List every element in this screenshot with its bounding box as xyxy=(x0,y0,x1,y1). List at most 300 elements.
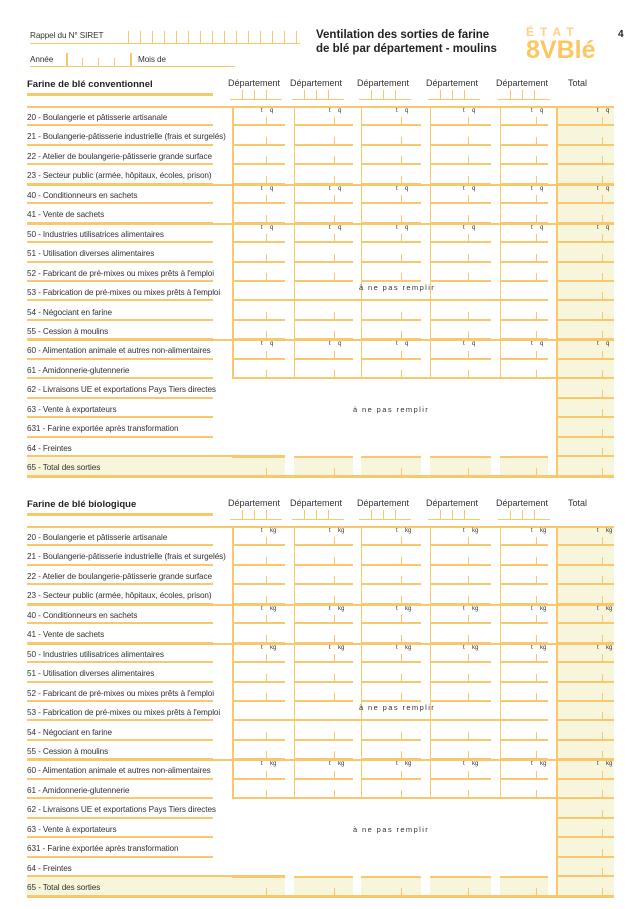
quantity-cell[interactable] xyxy=(361,585,421,604)
quantity-cell[interactable] xyxy=(430,546,491,565)
quantity-cell[interactable] xyxy=(500,624,548,643)
table-row xyxy=(0,702,643,721)
quantity-cell[interactable] xyxy=(361,663,421,682)
siret-digit-divider xyxy=(248,31,249,43)
quantity-cell[interactable] xyxy=(361,126,421,145)
decimal-divider xyxy=(602,771,603,779)
quantity-cell[interactable] xyxy=(361,760,421,779)
quantity-cell[interactable] xyxy=(294,224,353,243)
quantity-cell[interactable] xyxy=(500,683,548,702)
quantity-cell[interactable] xyxy=(361,741,421,760)
total-quantity-cell[interactable] xyxy=(556,379,614,398)
total-quantity-cell[interactable] xyxy=(556,605,614,624)
quantity-cell[interactable] xyxy=(500,722,548,741)
row-label: 20 - Boulangerie et pâtisserie artisanale xyxy=(27,113,168,122)
decimal-divider xyxy=(334,674,335,682)
department-header: Département xyxy=(228,498,281,508)
quantity-cell[interactable] xyxy=(294,566,353,585)
quantity-cell[interactable] xyxy=(294,204,353,223)
quantity-cell[interactable] xyxy=(294,683,353,702)
quantity-cell[interactable] xyxy=(361,321,421,340)
total-quantity-cell[interactable] xyxy=(556,146,614,165)
department-digit-divider xyxy=(328,90,329,99)
quantity-cell[interactable] xyxy=(361,302,421,321)
unit-small: kg xyxy=(472,761,479,768)
quantity-cell[interactable] xyxy=(232,165,285,184)
column-border xyxy=(361,107,362,379)
unit-small: kg xyxy=(270,761,277,768)
quantity-cell[interactable] xyxy=(500,146,548,165)
total-quantity-cell[interactable] xyxy=(556,838,614,857)
quantity-cell[interactable] xyxy=(500,185,548,204)
decimal-divider xyxy=(266,732,267,740)
unit-tonnes: t xyxy=(597,761,599,768)
decimal-divider xyxy=(536,654,537,662)
section-title: Farine de blé conventionnel xyxy=(27,79,153,90)
quantity-cell[interactable] xyxy=(500,585,548,604)
siret-input[interactable] xyxy=(128,29,298,43)
unit-tonnes: t xyxy=(329,341,331,348)
quantity-cell[interactable] xyxy=(500,165,548,184)
total-quantity-cell[interactable] xyxy=(556,340,614,359)
total-quantity-cell[interactable] xyxy=(556,663,614,682)
unit-small: kg xyxy=(405,644,412,651)
quantity-cell[interactable] xyxy=(294,185,353,204)
unit-tonnes: t xyxy=(597,605,599,612)
quantity-cell[interactable] xyxy=(294,546,353,565)
quantity-cell[interactable] xyxy=(294,585,353,604)
department-digit-divider xyxy=(395,90,396,99)
quantity-cell[interactable] xyxy=(430,585,491,604)
unit-small: q xyxy=(338,185,342,192)
unit-tonnes: t xyxy=(396,644,398,651)
unit-tonnes: t xyxy=(261,224,263,231)
quantity-cell[interactable] xyxy=(361,263,421,282)
total-quantity-cell[interactable] xyxy=(556,126,614,145)
department-digit-divider xyxy=(254,90,255,99)
total-quantity-cell[interactable] xyxy=(556,799,614,818)
department-digit-divider xyxy=(440,510,441,519)
total-quantity-cell[interactable] xyxy=(556,546,614,565)
decimal-divider xyxy=(334,195,335,203)
quantity-cell[interactable] xyxy=(232,624,285,643)
table-row xyxy=(0,624,643,643)
decimal-divider xyxy=(536,596,537,604)
decimal-divider xyxy=(536,234,537,242)
decimal-divider xyxy=(602,829,603,837)
unit-tonnes: t xyxy=(463,341,465,348)
quantity-cell[interactable] xyxy=(294,624,353,643)
total-quantity-cell[interactable] xyxy=(556,877,614,896)
quantity-cell[interactable] xyxy=(232,741,285,760)
quantity-cell[interactable] xyxy=(500,340,548,359)
quantity-cell[interactable] xyxy=(500,566,548,585)
quantity-cell[interactable] xyxy=(232,263,285,282)
quantity-cell[interactable] xyxy=(294,741,353,760)
decimal-divider xyxy=(401,195,402,203)
quantity-cell[interactable] xyxy=(232,644,285,663)
quantity-cell[interactable] xyxy=(232,585,285,604)
total-quantity-cell[interactable] xyxy=(556,399,614,418)
quantity-cell[interactable] xyxy=(232,107,285,126)
department-code-input[interactable] xyxy=(498,90,550,100)
quantity-cell[interactable] xyxy=(430,321,491,340)
group-rule xyxy=(27,339,614,341)
quantity-cell[interactable] xyxy=(430,624,491,643)
unit-small: q xyxy=(540,108,544,114)
quantity-cell[interactable] xyxy=(361,204,421,223)
quantity-cell[interactable] xyxy=(430,760,491,779)
unit-tonnes: t xyxy=(396,341,398,348)
decimal-divider xyxy=(334,273,335,281)
quantity-cell[interactable] xyxy=(430,263,491,282)
row-label: 20 - Boulangerie et pâtisserie artisanale xyxy=(27,533,168,542)
quantity-cell[interactable] xyxy=(361,185,421,204)
unit-small: kg xyxy=(540,528,547,534)
quantity-cell[interactable] xyxy=(500,302,548,321)
total-quantity-cell[interactable] xyxy=(556,185,614,204)
total-quantity-cell[interactable] xyxy=(556,457,614,476)
quantity-cell[interactable] xyxy=(430,204,491,223)
department-header: Département xyxy=(426,498,479,508)
quantity-cell[interactable] xyxy=(232,302,285,321)
quantity-cell[interactable] xyxy=(232,722,285,741)
department-code-input[interactable] xyxy=(230,90,282,100)
decimal-divider xyxy=(401,576,402,584)
quantity-cell[interactable] xyxy=(232,527,285,546)
quantity-cell[interactable] xyxy=(361,644,421,663)
quantity-cell[interactable] xyxy=(294,663,353,682)
quantity-cell[interactable] xyxy=(232,204,285,223)
total-quantity-cell[interactable] xyxy=(556,819,614,838)
quantity-cell[interactable] xyxy=(232,321,285,340)
decimal-divider xyxy=(602,635,603,643)
quantity-cell[interactable] xyxy=(294,321,353,340)
quantity-cell[interactable] xyxy=(500,107,548,126)
siret-digit-divider xyxy=(296,31,297,43)
decimal-divider xyxy=(334,576,335,584)
row-label: 41 - Vente de sachets xyxy=(27,630,105,640)
quantity-cell[interactable] xyxy=(430,302,491,321)
unit-tonnes: t xyxy=(463,185,465,192)
unit-tonnes: t xyxy=(261,605,263,612)
decimal-divider xyxy=(401,654,402,662)
decimal-divider xyxy=(401,137,402,145)
department-code-input[interactable] xyxy=(428,90,480,100)
row-label: 65 - Total des sorties xyxy=(27,883,101,893)
quantity-cell[interactable] xyxy=(294,605,353,624)
total-quantity-cell[interactable] xyxy=(556,741,614,760)
table-row xyxy=(0,321,643,340)
department-header: Département xyxy=(357,78,410,88)
quantity-cell[interactable] xyxy=(430,683,491,702)
quantity-cell[interactable] xyxy=(500,243,548,262)
quantity-cell[interactable] xyxy=(232,683,285,702)
quantity-cell[interactable] xyxy=(294,126,353,145)
quantity-cell[interactable] xyxy=(361,624,421,643)
department-digit-divider xyxy=(316,510,317,519)
total-quantity-cell[interactable] xyxy=(556,760,614,779)
no-fill-top-rule xyxy=(232,377,556,379)
total-quantity-cell[interactable] xyxy=(556,165,614,184)
row-label: 62 - Livraisons UE et exportations Pays Tiers directes xyxy=(27,385,216,395)
quantity-cell[interactable] xyxy=(361,165,421,184)
total-quantity-cell[interactable] xyxy=(556,282,614,301)
department-code-input[interactable] xyxy=(359,510,411,520)
quantity-cell[interactable] xyxy=(361,683,421,702)
quantity-cell[interactable] xyxy=(232,566,285,585)
decimal-divider xyxy=(266,654,267,662)
quantity-cell[interactable] xyxy=(500,760,548,779)
total-quantity-cell[interactable] xyxy=(556,780,614,799)
table-row xyxy=(0,799,643,818)
total-quantity-cell[interactable] xyxy=(556,566,614,585)
decimal-divider xyxy=(602,751,603,759)
department-code-input[interactable] xyxy=(428,510,480,520)
siret-digit-divider xyxy=(272,31,273,43)
quantity-cell[interactable] xyxy=(430,605,491,624)
decimal-divider xyxy=(401,615,402,623)
quantity-cell[interactable] xyxy=(500,663,548,682)
quantity-cell[interactable] xyxy=(430,107,491,126)
decimal-divider xyxy=(468,596,469,604)
quantity-cell[interactable] xyxy=(294,760,353,779)
decimal-divider xyxy=(468,117,469,125)
decimal-divider xyxy=(266,195,267,203)
section-title-underline xyxy=(27,513,213,516)
decimal-divider xyxy=(334,156,335,164)
quantity-cell[interactable] xyxy=(232,126,285,145)
decimal-divider xyxy=(468,635,469,643)
month-input[interactable] xyxy=(162,53,234,66)
quantity-cell[interactable] xyxy=(500,741,548,760)
decimal-divider xyxy=(266,273,267,281)
quantity-cell[interactable] xyxy=(294,527,353,546)
quantity-cell[interactable] xyxy=(430,126,491,145)
total-quantity-cell[interactable] xyxy=(556,858,614,877)
total-quantity-cell[interactable] xyxy=(556,702,614,721)
row-label: 55 - Cession à moulins xyxy=(27,326,109,336)
total-quantity-cell[interactable] xyxy=(556,360,614,379)
decimal-divider xyxy=(602,390,603,398)
decimal-divider xyxy=(602,176,603,184)
row-label: 631 - Farine exportée après transformation xyxy=(27,844,179,854)
quantity-cell[interactable] xyxy=(500,546,548,565)
decimal-divider xyxy=(536,254,537,262)
quantity-cell[interactable] xyxy=(232,185,285,204)
department-code-input[interactable] xyxy=(498,510,550,520)
quantity-cell[interactable] xyxy=(361,107,421,126)
quantity-cell[interactable] xyxy=(294,107,353,126)
unit-small: kg xyxy=(270,605,277,612)
quantity-cell[interactable] xyxy=(500,321,548,340)
decimal-divider xyxy=(468,732,469,740)
department-digit-divider xyxy=(510,90,511,99)
quantity-cell[interactable] xyxy=(430,566,491,585)
quantity-cell[interactable] xyxy=(294,146,353,165)
decimal-divider xyxy=(536,751,537,759)
decimal-divider xyxy=(401,693,402,701)
quantity-cell[interactable] xyxy=(232,146,285,165)
siret-digit-divider xyxy=(164,31,165,43)
decimal-divider xyxy=(468,751,469,759)
quantity-cell[interactable] xyxy=(294,165,353,184)
row-label: 51 - Utilisation diverses alimentaires xyxy=(27,669,155,679)
unit-tonnes: t xyxy=(329,224,331,231)
total-quantity-cell[interactable] xyxy=(556,624,614,643)
siret-label: Rappel du N° SIRET xyxy=(30,31,104,40)
total-quantity-cell[interactable] xyxy=(556,224,614,243)
total-quantity-cell[interactable] xyxy=(556,585,614,604)
quantity-cell[interactable] xyxy=(430,243,491,262)
quantity-cell[interactable] xyxy=(232,546,285,565)
quantity-cell[interactable] xyxy=(430,165,491,184)
quantity-cell[interactable] xyxy=(294,243,353,262)
row-label: 53 - Fabrication de pré-mixes ou mixes prêts à l'emploi xyxy=(27,288,221,298)
quantity-cell[interactable] xyxy=(361,722,421,741)
decimal-divider xyxy=(602,292,603,300)
quantity-cell[interactable] xyxy=(500,224,548,243)
decimal-divider xyxy=(468,693,469,701)
column-border xyxy=(500,107,501,379)
quantity-cell[interactable] xyxy=(430,527,491,546)
total-quantity-cell[interactable] xyxy=(556,243,614,262)
department-header: Département xyxy=(228,78,281,88)
quantity-cell[interactable] xyxy=(430,185,491,204)
cell-underline xyxy=(556,475,614,477)
quantity-cell[interactable] xyxy=(500,263,548,282)
total-quantity-cell[interactable] xyxy=(556,438,614,457)
total-quantity-cell[interactable] xyxy=(556,107,614,126)
year-input[interactable] xyxy=(66,53,130,66)
quantity-cell[interactable] xyxy=(500,644,548,663)
total-quantity-cell[interactable] xyxy=(556,644,614,663)
quantity-cell[interactable] xyxy=(500,204,548,223)
quantity-cell[interactable] xyxy=(361,566,421,585)
decimal-divider xyxy=(334,137,335,145)
decimal-divider xyxy=(401,557,402,565)
unit-small: q xyxy=(540,185,544,192)
department-code-input[interactable] xyxy=(292,90,344,100)
decimal-divider xyxy=(334,771,335,779)
quantity-cell[interactable] xyxy=(430,146,491,165)
column-border xyxy=(361,527,362,799)
quantity-cell[interactable] xyxy=(361,340,421,359)
quantity-cell[interactable] xyxy=(294,263,353,282)
department-digit-divider xyxy=(266,90,267,99)
department-code-underline xyxy=(498,519,550,520)
decimal-divider xyxy=(536,137,537,145)
decimal-divider xyxy=(602,654,603,662)
quantity-cell[interactable] xyxy=(361,546,421,565)
unit-tonnes: t xyxy=(261,341,263,348)
row-label: 22 - Atelier de boulangerie-pâtisserie grande surface xyxy=(27,571,212,581)
quantity-cell[interactable] xyxy=(361,605,421,624)
quantity-cell[interactable] xyxy=(294,302,353,321)
siret-underline xyxy=(30,43,300,44)
quantity-cell[interactable] xyxy=(430,340,491,359)
total-quantity-cell[interactable] xyxy=(556,527,614,546)
total-quantity-cell[interactable] xyxy=(556,321,614,340)
total-quantity-cell[interactable] xyxy=(556,418,614,437)
decimal-divider xyxy=(334,693,335,701)
quantity-cell[interactable] xyxy=(361,224,421,243)
quantity-cell[interactable] xyxy=(232,340,285,359)
unit-tonnes: t xyxy=(597,185,599,192)
quantity-cell[interactable] xyxy=(232,760,285,779)
quantity-cell[interactable] xyxy=(500,605,548,624)
quantity-cell[interactable] xyxy=(500,126,548,145)
unit-small: q xyxy=(405,108,409,114)
total-quantity-cell[interactable] xyxy=(556,683,614,702)
decimal-divider xyxy=(401,176,402,184)
quantity-cell[interactable] xyxy=(294,644,353,663)
quantity-cell[interactable] xyxy=(361,243,421,262)
total-quantity-cell[interactable] xyxy=(556,722,614,741)
unit-small: q xyxy=(338,108,342,114)
unit-tonnes: t xyxy=(463,644,465,651)
year-digit-divider xyxy=(66,53,68,66)
unit-small: q xyxy=(405,224,409,231)
quantity-cell[interactable] xyxy=(232,243,285,262)
quantity-cell[interactable] xyxy=(430,644,491,663)
unit-small: kg xyxy=(472,605,479,612)
total-quantity-cell[interactable] xyxy=(556,263,614,282)
decimal-divider xyxy=(266,537,267,545)
decimal-divider xyxy=(602,273,603,281)
quantity-cell[interactable] xyxy=(232,605,285,624)
quantity-cell[interactable] xyxy=(361,146,421,165)
quantity-cell[interactable] xyxy=(430,663,491,682)
row-label: 61 - Amidonnerie-glutennerie xyxy=(27,785,130,795)
row-label: 40 - Conditionneurs en sachets xyxy=(27,610,138,620)
decimal-divider xyxy=(401,596,402,604)
total-quantity-cell[interactable] xyxy=(556,204,614,223)
quantity-cell[interactable] xyxy=(430,224,491,243)
decimal-divider xyxy=(334,537,335,545)
decimal-divider xyxy=(602,712,603,720)
quantity-cell[interactable] xyxy=(294,722,353,741)
department-digit-divider xyxy=(464,90,465,99)
unit-tonnes: t xyxy=(329,605,331,612)
unit-small: kg xyxy=(405,605,412,612)
decimal-divider xyxy=(266,234,267,242)
quantity-cell[interactable] xyxy=(500,527,548,546)
department-code-input[interactable] xyxy=(292,510,344,520)
department-code-input[interactable] xyxy=(359,90,411,100)
unit-tonnes: t xyxy=(531,108,533,114)
decimal-divider xyxy=(602,810,603,818)
quantity-cell[interactable] xyxy=(430,722,491,741)
section-title-underline xyxy=(27,93,213,96)
decimal-divider xyxy=(468,331,469,339)
decimal-divider xyxy=(602,156,603,164)
table-row xyxy=(0,263,643,282)
quantity-cell[interactable] xyxy=(232,224,285,243)
quantity-cell[interactable] xyxy=(232,663,285,682)
table-row xyxy=(0,204,643,223)
quantity-cell[interactable] xyxy=(430,741,491,760)
quantity-cell[interactable] xyxy=(361,527,421,546)
total-quantity-cell[interactable] xyxy=(556,302,614,321)
group-rule xyxy=(27,643,614,645)
unit-small: q xyxy=(540,341,544,348)
row-label: 53 - Fabrication de pré-mixes ou mixes prêts à l'emploi xyxy=(27,708,221,718)
decimal-divider xyxy=(602,615,603,623)
table-row xyxy=(0,683,643,702)
department-code-input[interactable] xyxy=(230,510,282,520)
quantity-cell[interactable] xyxy=(294,340,353,359)
